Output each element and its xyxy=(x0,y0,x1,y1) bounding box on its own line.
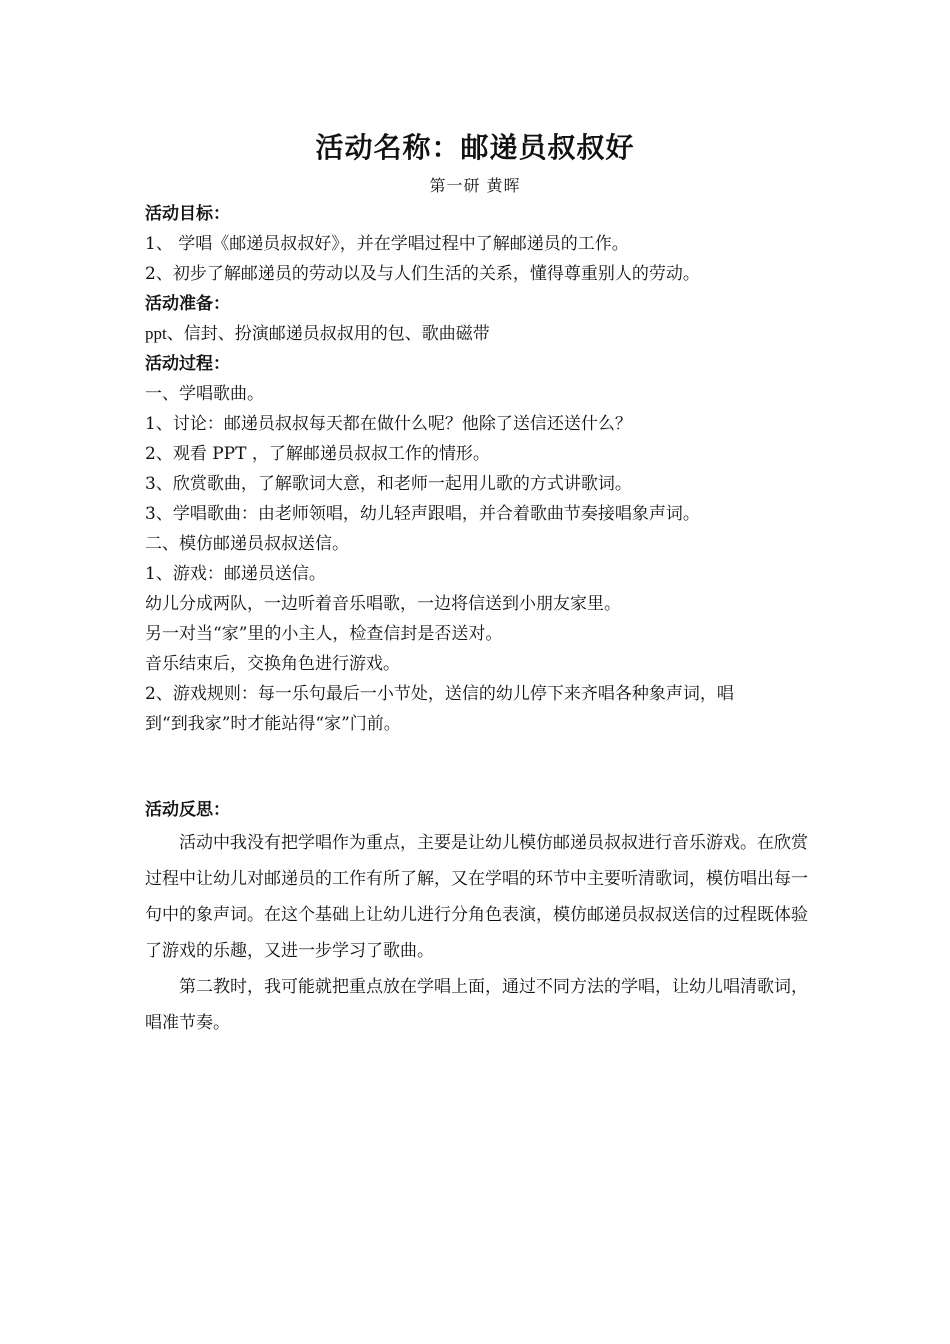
section-heading-goals: 活动目标： xyxy=(145,204,230,224)
reflection-paragraph: 第二教时，我可能就把重点放在学唱上面，通过不同方法的学唱，让幼儿唱清歌词，唱准节奏。 xyxy=(145,977,808,1033)
spacer xyxy=(145,739,810,795)
reflection-paragraph: 活动中我没有把学唱作为重点，主要是让幼儿模仿邮递员叔叔进行音乐游戏。在欣赏过程中让幼儿对邮递员的工作有所了解，又在学唱的环节中主要听清歌词，模仿唱出每一句中的象声词。在这个基础上让幼儿进行分角色表演，模仿邮递员叔叔送信的过程既体验了游戏的乐趣，又进一步学习了歌曲。 xyxy=(145,833,808,961)
process-item: 幼儿分成两队，一边听着音乐唱歌，一边将信送到小朋友家里。 xyxy=(145,594,621,614)
process-item: 1、游戏：邮递员送信。 xyxy=(145,564,326,584)
process-item: 到“到我家”时才能站得“家”门前。 xyxy=(145,714,401,734)
process-item: 2、游戏规则：每一乐句最后一小节处，送信的幼儿停下来齐唱各种象声词，唱 xyxy=(145,684,734,704)
process-item: 3、学唱歌曲：由老师领唱，幼儿轻声跟唱，并合着歌曲节奏接唱象声词。 xyxy=(145,504,700,524)
goal-item: 1、 学唱《邮递员叔叔好》，并在学唱过程中了解邮递员的工作。 xyxy=(145,234,629,254)
document-title: 活动名称：邮递员叔叔好 xyxy=(315,131,635,164)
author-line: 第一研 黄晖 xyxy=(429,176,521,195)
process-item: 2、观看 PPT ，了解邮递员叔叔工作的情形。 xyxy=(145,444,490,464)
process-item: 1、讨论：邮递员叔叔每天都在做什么呢？他除了送信还送什么？ xyxy=(145,414,632,434)
goal-item: 2、初步了解邮递员的劳动以及与人们生活的关系，懂得尊重别人的劳动。 xyxy=(145,264,700,284)
process-item: 二、模仿邮递员叔叔送信。 xyxy=(145,534,349,554)
process-item: 一、学唱歌曲。 xyxy=(145,384,264,404)
section-heading-prep: 活动准备： xyxy=(145,294,230,314)
prep-item: ppt、信封、扮演邮递员叔叔用的包、歌曲磁带 xyxy=(145,324,490,343)
section-heading-process: 活动过程： xyxy=(145,354,230,374)
process-item: 音乐结束后，交换角色进行游戏。 xyxy=(145,654,400,674)
process-item: 另一对当“家”里的小主人，检查信封是否送对。 xyxy=(145,624,503,644)
document-body xyxy=(145,199,810,1041)
section-heading-reflection: 活动反思： xyxy=(145,800,230,820)
process-item: 3、欣赏歌曲，了解歌词大意，和老师一起用儿歌的方式讲歌词。 xyxy=(145,474,632,494)
